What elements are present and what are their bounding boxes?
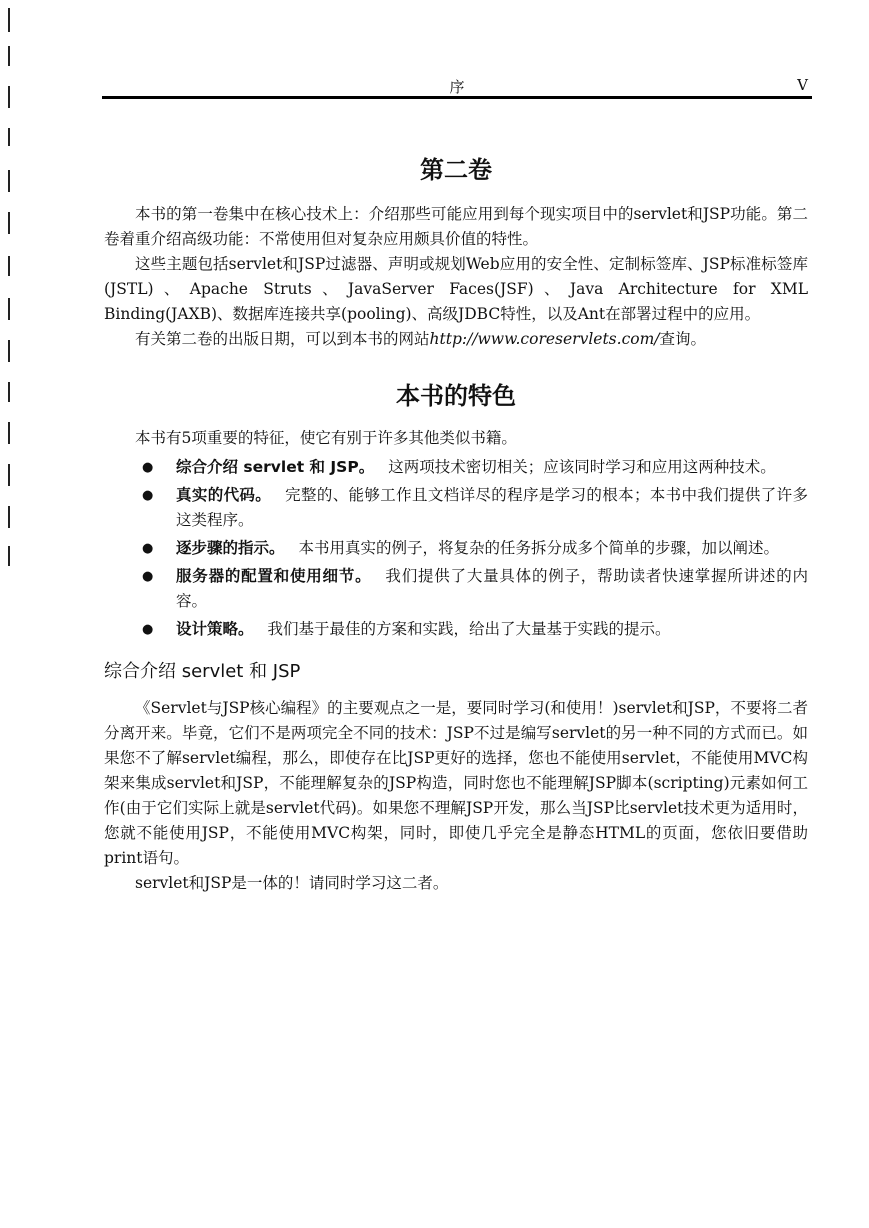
feature-item — [104, 483, 808, 533]
volume-two-p3-text: 有关第二卷的出版日期，可以到本书的网站 — [135, 330, 430, 348]
feature-item — [104, 536, 808, 561]
features-heading: 本书的特色 — [396, 382, 516, 410]
website-url: http://www.coreservlets.com/ — [429, 330, 660, 348]
volume-two-paragraph-2: 这些主题包括servlet和JSP过滤器、声明或规划Web应用的安全性、定制标签库、JSP标准标签库(JSTL)、Apache Struts、JavaServer Faces(JSF)、Java Architecture for XML Binding(JAXB)、数据库连接共享(pooling)、高级JDBC特性，以及Ant在部署过程中的应用。 — [104, 255, 808, 323]
volume-two-heading: 第二卷 — [420, 156, 492, 184]
feature-text: 本书用真实的例子，将复杂的任务拆分成多个简单的步骤，加以阐述。 — [298, 539, 780, 557]
binding-mark — [8, 298, 10, 320]
bullet-icon: ● — [142, 460, 154, 475]
feature-text: 完整的、能够工作且文档详尽的程序是学习的根本；本书中我们提供了许多这类程序。 — [176, 486, 808, 529]
feature-text: 我们提供了大量具体的例子，帮助读者快速掌握所讲述的内容。 — [176, 567, 808, 610]
header-section-title: 序 — [449, 78, 465, 96]
features-intro: 本书有5项重要的特征，使它有别于许多其他类似书籍。 — [135, 429, 517, 447]
bullet-icon: ● — [142, 569, 154, 584]
servlet-jsp-paragraph-2: servlet和JSP是一体的！请同时学习这二者。 — [135, 874, 449, 892]
running-header — [102, 74, 812, 96]
page-body — [104, 150, 808, 896]
binding-mark — [8, 8, 10, 32]
feature-title: 服务器的配置和使用细节。 — [176, 567, 372, 585]
volume-two-p3-end: 查询。 — [659, 330, 707, 348]
binding-mark — [8, 86, 10, 108]
binding-mark — [8, 546, 10, 566]
feature-text: 我们基于最佳的方案和实践，给出了大量基于实践的提示。 — [267, 620, 671, 638]
feature-text: 这两项技术密切相关；应该同时学习和应用这两种技术。 — [388, 458, 776, 476]
servlet-jsp-heading: 综合介绍 servlet 和 JSP — [104, 661, 301, 682]
binding-mark — [8, 46, 10, 66]
feature-item — [104, 617, 808, 642]
feature-item — [104, 564, 808, 614]
binding-mark — [8, 340, 10, 362]
volume-two-paragraph-1: 本书的第一卷集中在核心技术上：介绍那些可能应用到每个现实项目中的servlet和JSP功能。第二卷着重介绍高级功能：不常使用但对复杂应用颇具价值的特性。 — [104, 205, 808, 248]
bullet-icon: ● — [142, 541, 154, 556]
features-list — [104, 455, 808, 642]
feature-title: 真实的代码。 — [176, 486, 272, 504]
feature-title: 逐步骤的指示。 — [176, 539, 285, 557]
feature-item — [104, 455, 808, 480]
binding-mark — [8, 422, 10, 444]
binding-mark — [8, 212, 10, 234]
binding-mark — [8, 256, 10, 276]
feature-title: 设计策略。 — [176, 620, 254, 638]
binding-mark — [8, 128, 10, 146]
page-number: V — [797, 76, 808, 94]
feature-title: 综合介绍 servlet 和 JSP。 — [176, 458, 375, 476]
header-rule — [102, 96, 812, 99]
binding-mark — [8, 170, 10, 192]
binding-mark — [8, 464, 10, 486]
bullet-icon: ● — [142, 622, 154, 637]
binding-mark — [8, 382, 10, 402]
volume-two-paragraph-3 — [104, 327, 808, 352]
servlet-jsp-paragraph-1: 《Servlet与JSP核心编程》的主要观点之一是，要同时学习(和使用！)servlet和JSP，不要将二者分离开来。毕竟，它们不是两项完全不同的技术：JSP不过是编写servlet的另一种不同的方式而已。如果您不了解servlet编程，那么，即使存在比JSP更好的选择，您也不能使用servlet，不能使用MVC构架来集成servlet和JSP，不能理解复杂的JSP构造，同时您也不能理解JSP脚本(scripting)元素如何工作(由于它们实际上就是servlet代码)。如果您不理解JSP开发，那么当JSP比servlet技术更为适用时，您就不能使用JSP，不能使用MVC构架，同时，即使几乎完全是静态HTML的页面，您依旧要借助print语句。 — [104, 699, 808, 867]
bullet-icon: ● — [142, 488, 154, 503]
binding-mark — [8, 506, 10, 528]
